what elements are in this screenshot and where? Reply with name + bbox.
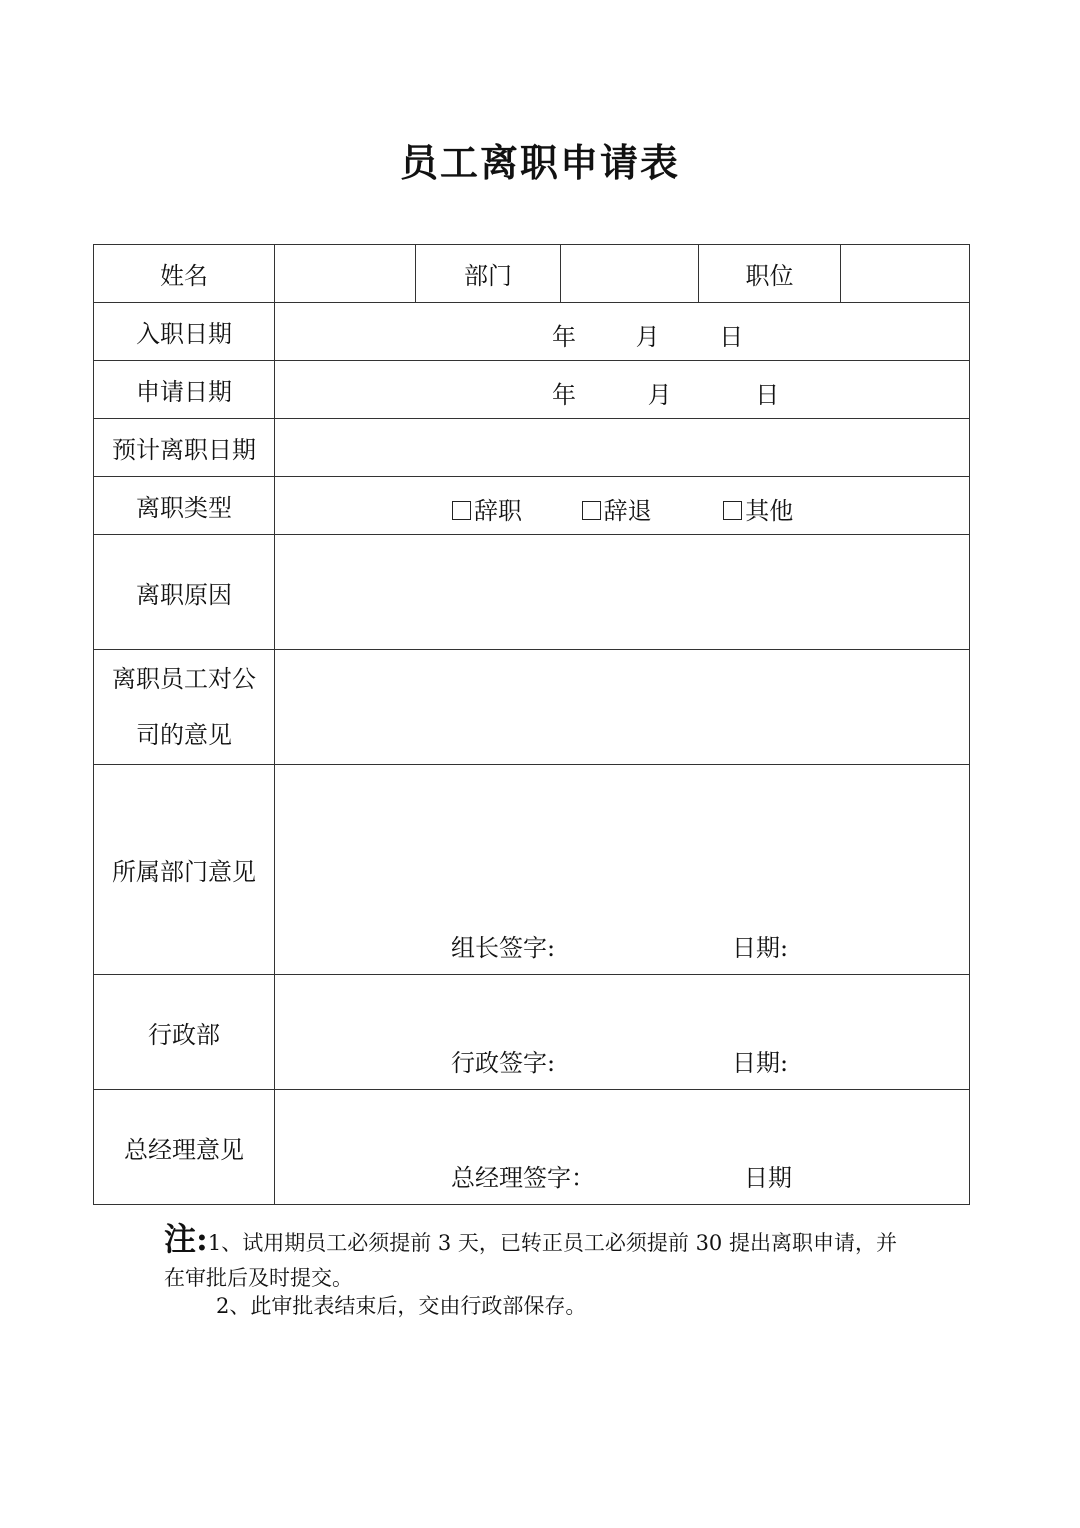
name-label: 姓名 (94, 245, 275, 303)
hire-year-label: 年 (552, 323, 576, 351)
dept-opinion-field[interactable] (275, 765, 970, 975)
reason-field[interactable] (275, 535, 970, 650)
dept-label: 部门 (416, 245, 561, 303)
footnote-line2: 在审批后及时提交。 (164, 1266, 353, 1290)
footnote-item1: 1、试用期员工必须提前 3 天，已转正员工必须提前 30 提出离职申请，并 (207, 1231, 897, 1255)
admin-date-label: 日期: (732, 1049, 789, 1077)
apply-day-label: 日 (755, 381, 780, 409)
admin-field[interactable] (275, 975, 970, 1090)
row-expected-leave (94, 419, 970, 477)
row-dept-opinion (94, 765, 970, 975)
checkbox-icon (723, 501, 742, 520)
hire-date-label: 入职日期 (94, 303, 275, 361)
row-hire-date (94, 303, 970, 361)
opinion-label-line2: 司的意见 (136, 721, 232, 749)
expected-leave-label: 预计离职日期 (94, 419, 275, 477)
leave-type-other-checkbox[interactable]: 其他 (723, 497, 793, 525)
footnote-item2: 2、此审批表结束后，交由行政部保存。 (216, 1294, 587, 1318)
gm-sign-label: 总经理签字： (451, 1164, 595, 1192)
row-gm (94, 1090, 970, 1205)
opinion-label (94, 650, 275, 765)
dept-field[interactable] (561, 245, 699, 303)
apply-month-label: 月 (647, 381, 672, 409)
dept-opinion-label: 所属部门意见 (94, 765, 275, 975)
row-leave-type (94, 477, 970, 535)
row-admin (94, 975, 970, 1090)
resignation-form-table (93, 244, 970, 1205)
name-field[interactable] (275, 245, 416, 303)
gm-field[interactable] (275, 1090, 970, 1205)
checkbox-icon (452, 501, 471, 520)
leave-type-dismiss-checkbox[interactable]: 辞退 (582, 497, 652, 525)
position-field[interactable] (841, 245, 970, 303)
row-basic-info (94, 245, 970, 303)
row-opinion (94, 650, 970, 765)
leave-type-label: 离职类型 (94, 477, 275, 535)
hire-month-label: 月 (635, 323, 660, 351)
gm-label: 总经理意见 (94, 1090, 275, 1205)
page-title: 员工离职申请表 (399, 140, 680, 185)
hire-day-label: 日 (719, 323, 744, 351)
opinion-field[interactable] (275, 650, 970, 765)
expected-leave-field[interactable] (275, 419, 970, 477)
leave-type-resign-checkbox[interactable]: 辞职 (452, 497, 522, 525)
reason-label: 离职原因 (94, 535, 275, 650)
opinion-label-line1: 离职员工对公 (112, 665, 256, 693)
leave-type-field (275, 477, 970, 535)
admin-label: 行政部 (94, 975, 275, 1090)
admin-sign-label: 行政签字: (451, 1049, 556, 1077)
position-label: 职位 (699, 245, 841, 303)
footnote-prefix: 注: (164, 1220, 208, 1258)
apply-year-label: 年 (552, 381, 576, 409)
apply-date-field[interactable] (275, 361, 970, 419)
leader-date-label: 日期: (732, 934, 789, 962)
leader-sign-label: 组长签字: (451, 934, 556, 962)
row-apply-date (94, 361, 970, 419)
hire-date-field[interactable] (275, 303, 970, 361)
row-reason (94, 535, 970, 650)
checkbox-icon (582, 501, 601, 520)
apply-date-label: 申请日期 (94, 361, 275, 419)
footnote-line1 (164, 1214, 897, 1260)
gm-date-label: 日期 (744, 1164, 792, 1192)
